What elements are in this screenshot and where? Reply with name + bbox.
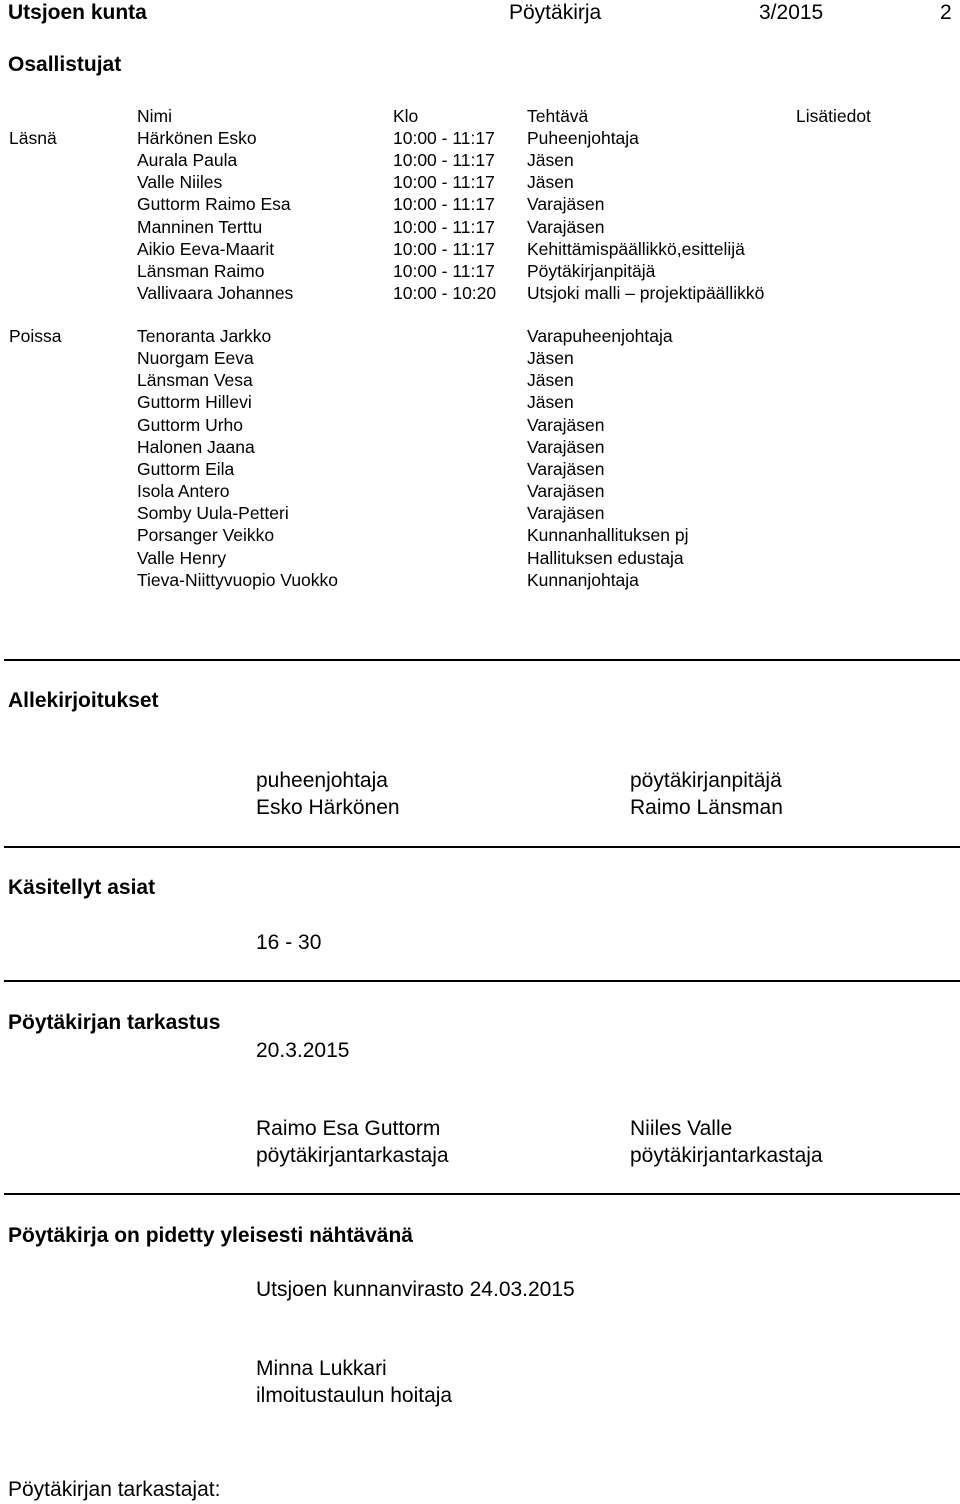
public-place-date: Utsjoen kunnanvirasto 24.03.2015 <box>256 1278 575 1301</box>
participant-role: Utsjoki malli – projektipäällikkö <box>527 283 765 304</box>
notice-person-name: Minna Lukkari <box>256 1357 387 1380</box>
participant-role: Jäsen <box>527 150 574 171</box>
items-title: Käsitellyt asiat <box>8 876 156 899</box>
reviewer2-role: pöytäkirjantarkastaja <box>630 1144 823 1167</box>
participant-row <box>0 369 960 391</box>
column-time-header: Klo <box>393 106 419 126</box>
section-divider <box>4 980 960 982</box>
participants-header-row <box>0 105 960 127</box>
participant-row <box>0 325 960 347</box>
participant-row <box>0 216 960 238</box>
participant-role: Varajäsen <box>527 216 605 237</box>
participant-role: Kehittämispäällikkö,esittelijä <box>527 238 745 259</box>
participant-time: 10:00 - 10:20 <box>393 283 497 304</box>
participant-role: Jäsen <box>527 370 574 391</box>
participant-name: Aurala Paula <box>137 150 238 171</box>
participant-role: Varajäsen <box>527 194 605 215</box>
participant-row <box>0 502 960 524</box>
section-divider <box>4 659 960 661</box>
secretary-role: pöytäkirjanpitäjä <box>630 769 782 792</box>
column-name-header: Nimi <box>137 106 172 126</box>
municipality-name: Utsjoen kunta <box>8 1 147 24</box>
participant-row <box>0 458 960 480</box>
chair-name: Esko Härkönen <box>256 796 400 819</box>
participant-row <box>0 347 960 369</box>
participant-name: Isola Antero <box>137 481 230 502</box>
footer-reviewers-label: Pöytäkirjan tarkastajat: <box>8 1478 221 1501</box>
participant-role: Varajäsen <box>527 414 605 435</box>
participant-row <box>0 547 960 569</box>
section-divider <box>4 1193 960 1195</box>
column-notes-header: Lisätiedot <box>796 106 871 126</box>
section-divider <box>4 846 960 848</box>
participant-role: Pöytäkirjanpitäjä <box>527 260 656 281</box>
participant-name: Somby Uula-Petteri <box>137 503 289 524</box>
document-type: Pöytäkirja <box>509 1 602 24</box>
participant-row <box>0 436 960 458</box>
participant-name: Guttorm Urho <box>137 414 243 435</box>
review-title: Pöytäkirjan tarkastus <box>8 1011 221 1034</box>
participant-role: Jäsen <box>527 348 574 369</box>
review-date: 20.3.2015 <box>256 1039 350 1062</box>
participant-time: 10:00 - 11:17 <box>393 238 495 259</box>
secretary-name: Raimo Länsman <box>630 796 783 819</box>
participant-name: Härkönen Esko <box>137 128 257 148</box>
participants-title: Osallistujat <box>8 53 122 76</box>
participant-name: Aikio Eeva-Maarit <box>137 238 275 259</box>
reviewer2-name: Niiles Valle <box>630 1117 733 1140</box>
participant-name: Länsman Vesa <box>137 370 253 391</box>
participant-row <box>0 193 960 215</box>
participant-role: Varajäsen <box>527 436 605 457</box>
participant-name: Porsanger Veikko <box>137 525 275 546</box>
participant-name: Halonen Jaana <box>137 436 255 457</box>
participant-name: Guttorm Raimo Esa <box>137 194 291 215</box>
attendance-status-label: Poissa <box>9 326 62 346</box>
participant-name: Länsman Raimo <box>137 260 265 281</box>
participant-role: Varajäsen <box>527 458 605 479</box>
reviewer1-name: Raimo Esa Guttorm <box>256 1117 441 1140</box>
participant-row <box>0 171 960 193</box>
participant-name: Nuorgam Eeva <box>137 348 254 369</box>
participant-time: 10:00 - 11:17 <box>393 172 495 193</box>
participant-role: Kunnanhallituksen pj <box>527 525 689 546</box>
participant-time: 10:00 - 11:17 <box>393 260 495 281</box>
signatures-title: Allekirjoitukset <box>8 689 159 712</box>
participant-row <box>0 260 960 282</box>
participant-name: Guttorm Hillevi <box>137 392 252 413</box>
participant-row <box>0 127 960 149</box>
participant-name: Manninen Terttu <box>137 216 263 237</box>
document-number: 3/2015 <box>759 1 824 24</box>
participant-time: 10:00 - 11:17 <box>393 216 495 237</box>
participant-time: 10:00 - 11:17 <box>393 194 495 215</box>
page-number: 2 <box>940 1 952 24</box>
items-range: 16 - 30 <box>256 931 322 954</box>
participant-row <box>0 282 960 304</box>
participant-row <box>0 524 960 546</box>
participant-name: Tenoranta Jarkko <box>137 326 272 346</box>
participant-row <box>0 414 960 436</box>
reviewer1-role: pöytäkirjantarkastaja <box>256 1144 449 1167</box>
participant-role: Varapuheenjohtaja <box>527 326 673 346</box>
participant-role: Varajäsen <box>527 481 605 502</box>
participant-role: Hallituksen edustaja <box>527 547 684 568</box>
participant-row <box>0 149 960 171</box>
participant-row <box>0 569 960 591</box>
attendance-status-label: Läsnä <box>9 128 57 148</box>
participant-time: 10:00 - 11:17 <box>393 128 495 148</box>
participant-name: Tieva-Niittyvuopio Vuokko <box>137 569 339 590</box>
participant-role: Puheenjohtaja <box>527 128 639 148</box>
participant-row <box>0 391 960 413</box>
participant-row <box>0 480 960 502</box>
participant-role: Jäsen <box>527 172 574 193</box>
participant-time: 10:00 - 11:17 <box>393 150 495 171</box>
chair-role: puheenjohtaja <box>256 769 388 792</box>
participant-name: Vallivaara Johannes <box>137 283 294 304</box>
participant-name: Guttorm Eila <box>137 458 235 479</box>
participant-role: Jäsen <box>527 392 574 413</box>
notice-person-role: ilmoitustaulun hoitaja <box>256 1384 453 1407</box>
public-display-title: Pöytäkirja on pidetty yleisesti nähtävänä <box>8 1224 413 1247</box>
participant-role: Varajäsen <box>527 503 605 524</box>
column-role-header: Tehtävä <box>527 106 589 126</box>
participant-name: Valle Niiles <box>137 172 223 193</box>
participant-role: Kunnanjohtaja <box>527 569 639 590</box>
participant-name: Valle Henry <box>137 547 227 568</box>
participant-row <box>0 238 960 260</box>
